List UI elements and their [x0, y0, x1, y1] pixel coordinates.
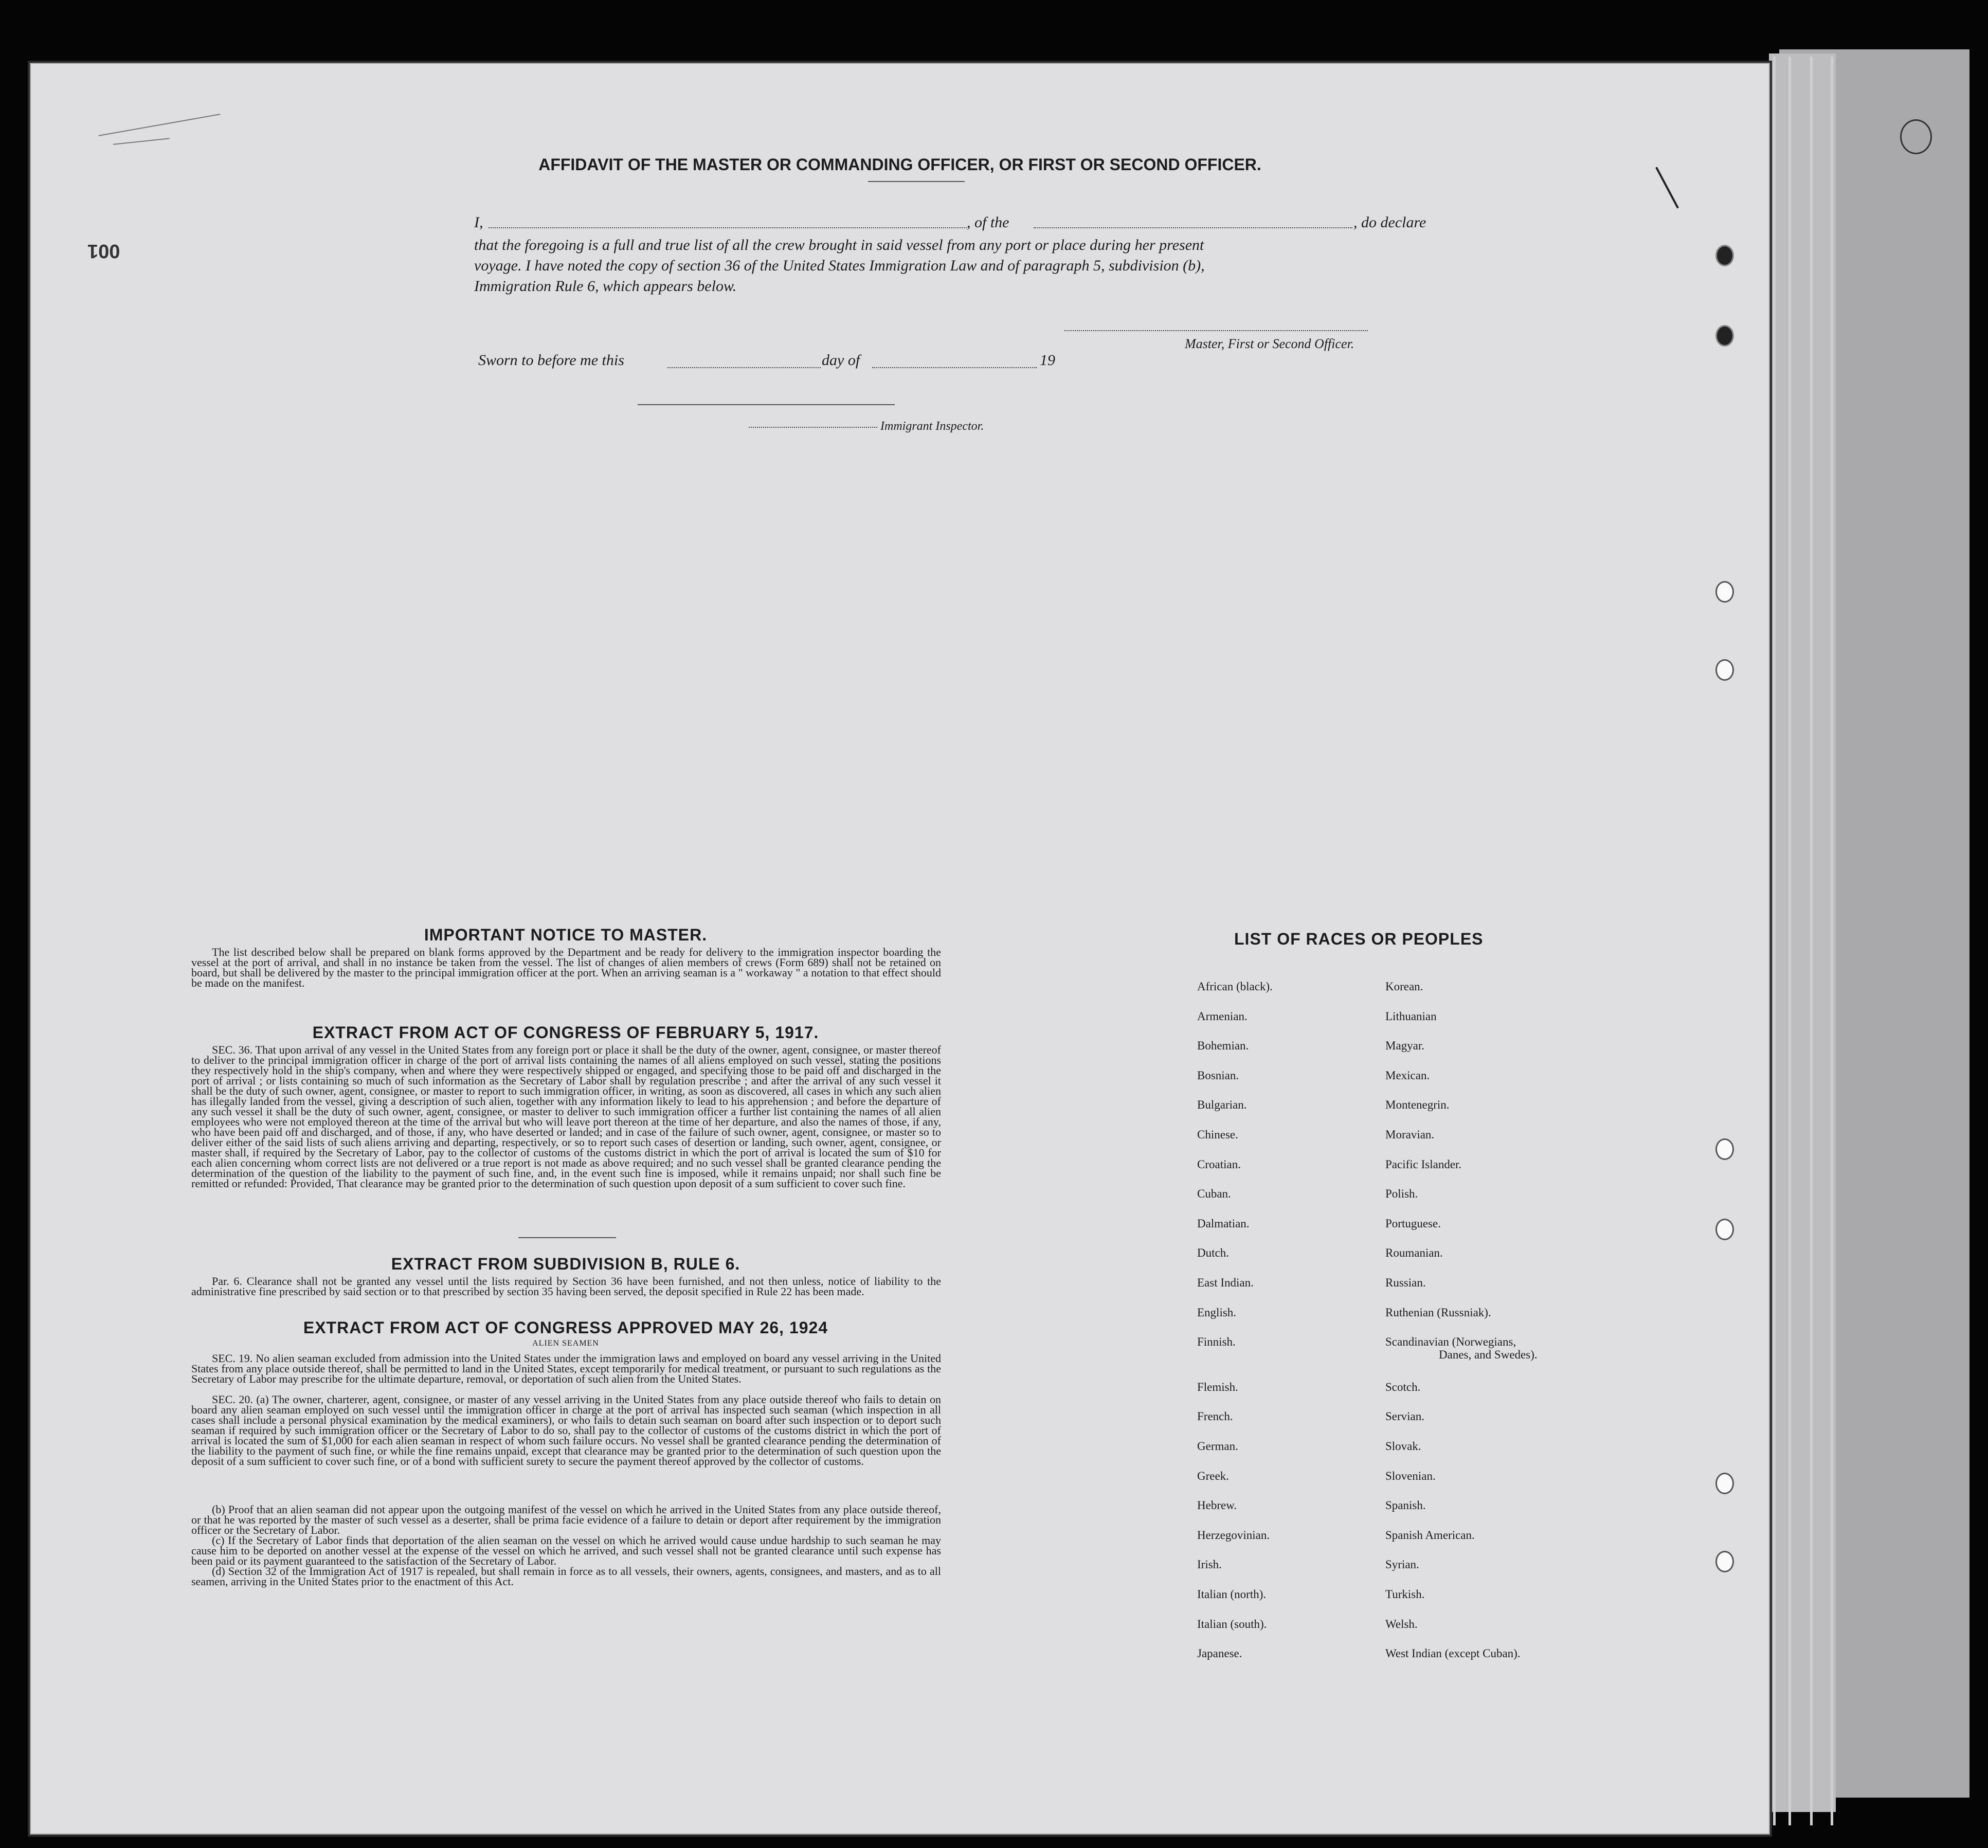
race-item: Dutch.: [1197, 1246, 1229, 1260]
margin-mark: 001: [87, 240, 120, 262]
race-item: Moravian.: [1385, 1128, 1435, 1141]
race-item: French.: [1197, 1410, 1233, 1423]
binder-hole: [1715, 1138, 1734, 1160]
race-item: West Indian (except Cuban).: [1385, 1647, 1521, 1660]
race-item: Bohemian.: [1197, 1039, 1249, 1053]
affidavit-line1-i: I,: [474, 214, 483, 231]
race-item: Greek.: [1197, 1469, 1229, 1482]
race-item: Italian (south).: [1197, 1617, 1267, 1630]
pencil-scribble: [99, 114, 221, 136]
rule6-title: EXTRACT FROM SUBDIVISION B, RULE 6.: [391, 1255, 740, 1273]
race-item: Irish.: [1197, 1558, 1222, 1571]
race-item: Slovenian.: [1385, 1469, 1436, 1482]
pencil-scribble: [113, 138, 170, 144]
extract-1917-title: EXTRACT FROM ACT OF CONGRESS OF FEBRUARY 5, 1917.: [312, 1023, 819, 1042]
race-item: German.: [1197, 1440, 1238, 1453]
race-item: Croatian.: [1197, 1157, 1241, 1171]
race-continuation: Danes, and Swedes).: [1439, 1348, 1538, 1361]
name-blank: [489, 227, 967, 228]
affidavit-line3: voyage. I have noted the copy of section 36 of the United States Immigration Law and of paragraph 5, subdivision (b),: [474, 257, 1205, 274]
race-item: Hebrew.: [1197, 1499, 1237, 1512]
race-item: Japanese.: [1197, 1647, 1242, 1660]
sworn-text: Sworn to before me this: [478, 352, 624, 369]
race-item: Dalmatian.: [1197, 1217, 1250, 1230]
race-item: Herzegovinian.: [1197, 1528, 1270, 1542]
race-item: Chinese.: [1197, 1128, 1238, 1141]
race-item: Ruthenian (Russniak).: [1385, 1306, 1491, 1319]
race-item: Cuban.: [1197, 1187, 1231, 1201]
race-item: Portuguese.: [1385, 1217, 1441, 1230]
race-item: Montenegrin.: [1385, 1098, 1450, 1112]
race-item: Bosnian.: [1197, 1068, 1239, 1082]
document-page: [30, 63, 1770, 1835]
day-of-text: day of: [822, 352, 860, 369]
page-edge: [1831, 57, 1833, 1825]
master-label: Master, First or Second Officer.: [1185, 336, 1354, 351]
race-item: Roumanian.: [1385, 1246, 1443, 1260]
inspector-rule-upper: [638, 404, 895, 405]
inspector-label: Immigrant Inspector.: [880, 420, 984, 433]
page-number-circle: [1900, 119, 1932, 154]
affidavit-line1-of: , of the: [967, 214, 1009, 231]
race-item: Scotch.: [1385, 1380, 1421, 1393]
binder-hole: [1715, 659, 1734, 681]
race-item: Armenian.: [1197, 1009, 1248, 1023]
race-item: Polish.: [1385, 1187, 1418, 1201]
binder-hole: [1715, 1473, 1734, 1494]
rule6-body: Par. 6. Clearance shall not be granted any vessel until the lists required by Section 36 have been furnished, and not then unless, notice of liability to the administrative fine prescribed by said section or to that prescribed by section 35 having been served, the deposit specified in Rule 22 has been made.: [191, 1275, 941, 1298]
race-item: Korean.: [1385, 980, 1423, 993]
race-item: Flemish.: [1197, 1380, 1238, 1393]
binder-hole: [1715, 581, 1734, 603]
extract-1924-title: EXTRACT FROM ACT OF CONGRESS APPROVED MAY 26, 1924: [303, 1318, 828, 1337]
extract-1924-sec19: SEC. 19. No alien seaman excluded from admission into the United States under the immigration laws and employed on board any vessel arriving in the United States from any place outside thereof, shall be permitted to land in the United States, except temporarily for medical treatment, or pursuant to such regulations as the Secretary of Labor may prescribe for the ultimate departure, removal, or deportation of such alien from the United States.: [191, 1352, 941, 1385]
page-edge: [1773, 57, 1776, 1825]
vessel-blank: [1034, 227, 1352, 228]
race-item: Scandinavian (Norwegians,: [1385, 1335, 1516, 1349]
extract-1924-sec20a: SEC. 20. (a) The owner, charterer, agent, consignee, or master of any vessel arriving in the United States from any place outside thereof who fails to detain on board any alien seaman employed on such vessel until the immigration officer in charge at the port of arrival has inspected such seaman (which inspection in all cases shall include a personal physical examination by the medical examiners), or who fails to detain such seaman on board after such inspection or to deport such seaman if required by such immigration officer or the Secretary of Labor to do so, shall pay to the collector of customs of the customs district in which the port of arrival is located the sum of $1,000 for each alien seaman in respect of whom such failure occurs. No vessel shall be granted clearance pending the determination of the liability to the payment of such fine, or while the fine remains unpaid, except that clearance may be granted prior to the determination of such question upon the deposit of a sum sufficient to cover such fine, or of a bond with sufficient surety to secure the payment thereof approved by the collector of customs.: [191, 1393, 941, 1467]
extract-1924-sec20c: (c) If the Secretary of Labor finds that deportation of the alien seaman on the vessel on which he arrived would cause undue hardship to such seaman he may cause him to be deported on another vessel at the expense of the vessel on which he arrived, and such vessel shall not be granted clearance until such expense has been paid or its payment guaranteed to the satisfaction of the Secretary of Labor.: [191, 1534, 941, 1567]
race-item: African (black).: [1197, 980, 1273, 993]
notice-body: The list described below shall be prepared on blank forms approved by the Department and be ready for delivery to the immigration inspector boarding the vessel at the port of arrival, and shall in no instance be taken from the vessel. The list of changes of alien members of crews (Form 689) shall not be retained on board, but shall be delivered by the master to the principal immigration officer at the port. When an arriving seaman is a " workaway " a notation to that effect should be made on the manifest.: [191, 946, 941, 989]
title-rule: [868, 181, 965, 182]
race-item: Italian (north).: [1197, 1588, 1267, 1601]
race-item: English.: [1197, 1306, 1237, 1319]
sworn-day-blank: [667, 367, 821, 368]
race-item: Bulgarian.: [1197, 1098, 1247, 1112]
underlying-page-middle: [1769, 53, 1836, 1812]
page-edge: [1788, 57, 1791, 1825]
race-item: Lithuanian: [1385, 1009, 1437, 1023]
inspector-signature-line: [749, 427, 877, 428]
notice-title: IMPORTANT NOTICE TO MASTER.: [424, 926, 708, 944]
race-item: Turkish.: [1385, 1588, 1425, 1601]
race-item: Magyar.: [1385, 1039, 1425, 1053]
master-signature-line: [1064, 330, 1368, 331]
race-item: Finnish.: [1197, 1335, 1236, 1349]
race-item: Pacific Islander.: [1385, 1157, 1462, 1171]
race-item: Spanish American.: [1385, 1528, 1475, 1542]
affidavit-line2: that the foregoing is a full and true list of all the crew brought in said vessel from any port or place during her present: [474, 237, 1204, 253]
binder-hole: [1715, 1551, 1734, 1572]
race-item: Syrian.: [1385, 1558, 1419, 1571]
extract-1924-sec20b: (b) Proof that an alien seaman did not appear upon the outgoing manifest of the vessel on which he arrived in the United States from any place outside thereof, or that he was reported by the master of such vessel as a deserter, shall be prima facie evidence of a failure to detain or deport after requirement by the immigration officer or the Secretary of Labor.: [191, 1503, 941, 1536]
race-item: Servian.: [1385, 1410, 1425, 1423]
races-title: LIST OF RACES OR PEOPLES: [1234, 930, 1484, 948]
extract-1924-subtitle: ALIEN SEAMEN: [532, 1339, 599, 1348]
affidavit-title: AFFIDAVIT OF THE MASTER OR COMMANDING OFFICER, OR FIRST OR SECOND OFFICER.: [538, 155, 1261, 174]
affidavit-line1-declare: , do declare: [1353, 214, 1426, 231]
binder-hole: [1715, 1219, 1734, 1240]
sworn-month-blank: [872, 367, 1037, 368]
race-item: Mexican.: [1385, 1068, 1430, 1082]
race-item: Welsh.: [1385, 1617, 1418, 1630]
year-prefix: 19: [1040, 352, 1055, 369]
binder-hole: [1715, 325, 1734, 347]
race-item: East Indian.: [1197, 1276, 1254, 1289]
extract-1917-body: SEC. 36. That upon arrival of any vessel in the United States from any foreign port or place it shall be the duty of the owner, agent, consignee, or master thereof to deliver to the principal immigration officer in charge of the port of arrival lists containing the names of all aliens employed on such vessel, stating the positions they respectively hold in the ship's company, when and where they were respectively shipped or engaged, and specifying those to be paid off and discharged in the port of arrival ; or lists containing so much of such information as the Secretary of Labor shall by regulation prescribe ; and after the arrival of any such vessel it shall be the duty of such owner, agent, consignee, or master to report to such immigration officer, in writing, as soon as discovered, all cases in which any such alien has illegally landed from the vessel, giving a description of such alien, together with any information likely to lead to his apprehension ; and before the departure of any such vessel it shall be the duty of such owner, agent, consignee, or master to deliver to such immigration officer a further list containing the names of all alien employees who were not employed thereon at the time of the arrival but who will leave port thereon at the time of her departure, and also the names of those, if any, who have been paid off and discharged, and of those, if any, who have deserted or landed; and in case of the failure of such owner, agent, consignee, or master so to deliver either of the said lists of such aliens arriving and departing, respectively, or so to report such cases of desertion or landing, such owner, agent, consignee, or master shall, if required by the Secretary of Labor, pay to the collector of customs of the customs district in which the port of arrival is located the sum of $10 for each alien concerning whom correct lists are not delivered or a true report is not made as above required; and no such vessel shall be granted clearance pending the determination of the question of the liability to the payment of such fine, and, in the event such fine is imposed, while it remains unpaid; nor shall such fine be remitted or refunded: Provided, That clearance may be granted prior to the determination of such question upon deposit of a sum sufficient to cover such fine.: [191, 1043, 941, 1190]
race-item: Slovak.: [1385, 1440, 1421, 1453]
page-edge: [1810, 57, 1813, 1825]
race-item: Spanish.: [1385, 1499, 1426, 1512]
binder-hole: [1715, 245, 1734, 266]
extract-1924-sec20d: (d) Section 32 of the Immigration Act of 1917 is repealed, but shall remain in force as to all vessels, their owners, agents, consignees, and masters, and as to all seamen, arriving in the United States prior to the enactment of this Act.: [191, 1565, 941, 1588]
race-item: Russian.: [1385, 1276, 1426, 1289]
section-rule: [518, 1237, 616, 1238]
affidavit-line4: Immigration Rule 6, which appears below.: [474, 278, 737, 295]
